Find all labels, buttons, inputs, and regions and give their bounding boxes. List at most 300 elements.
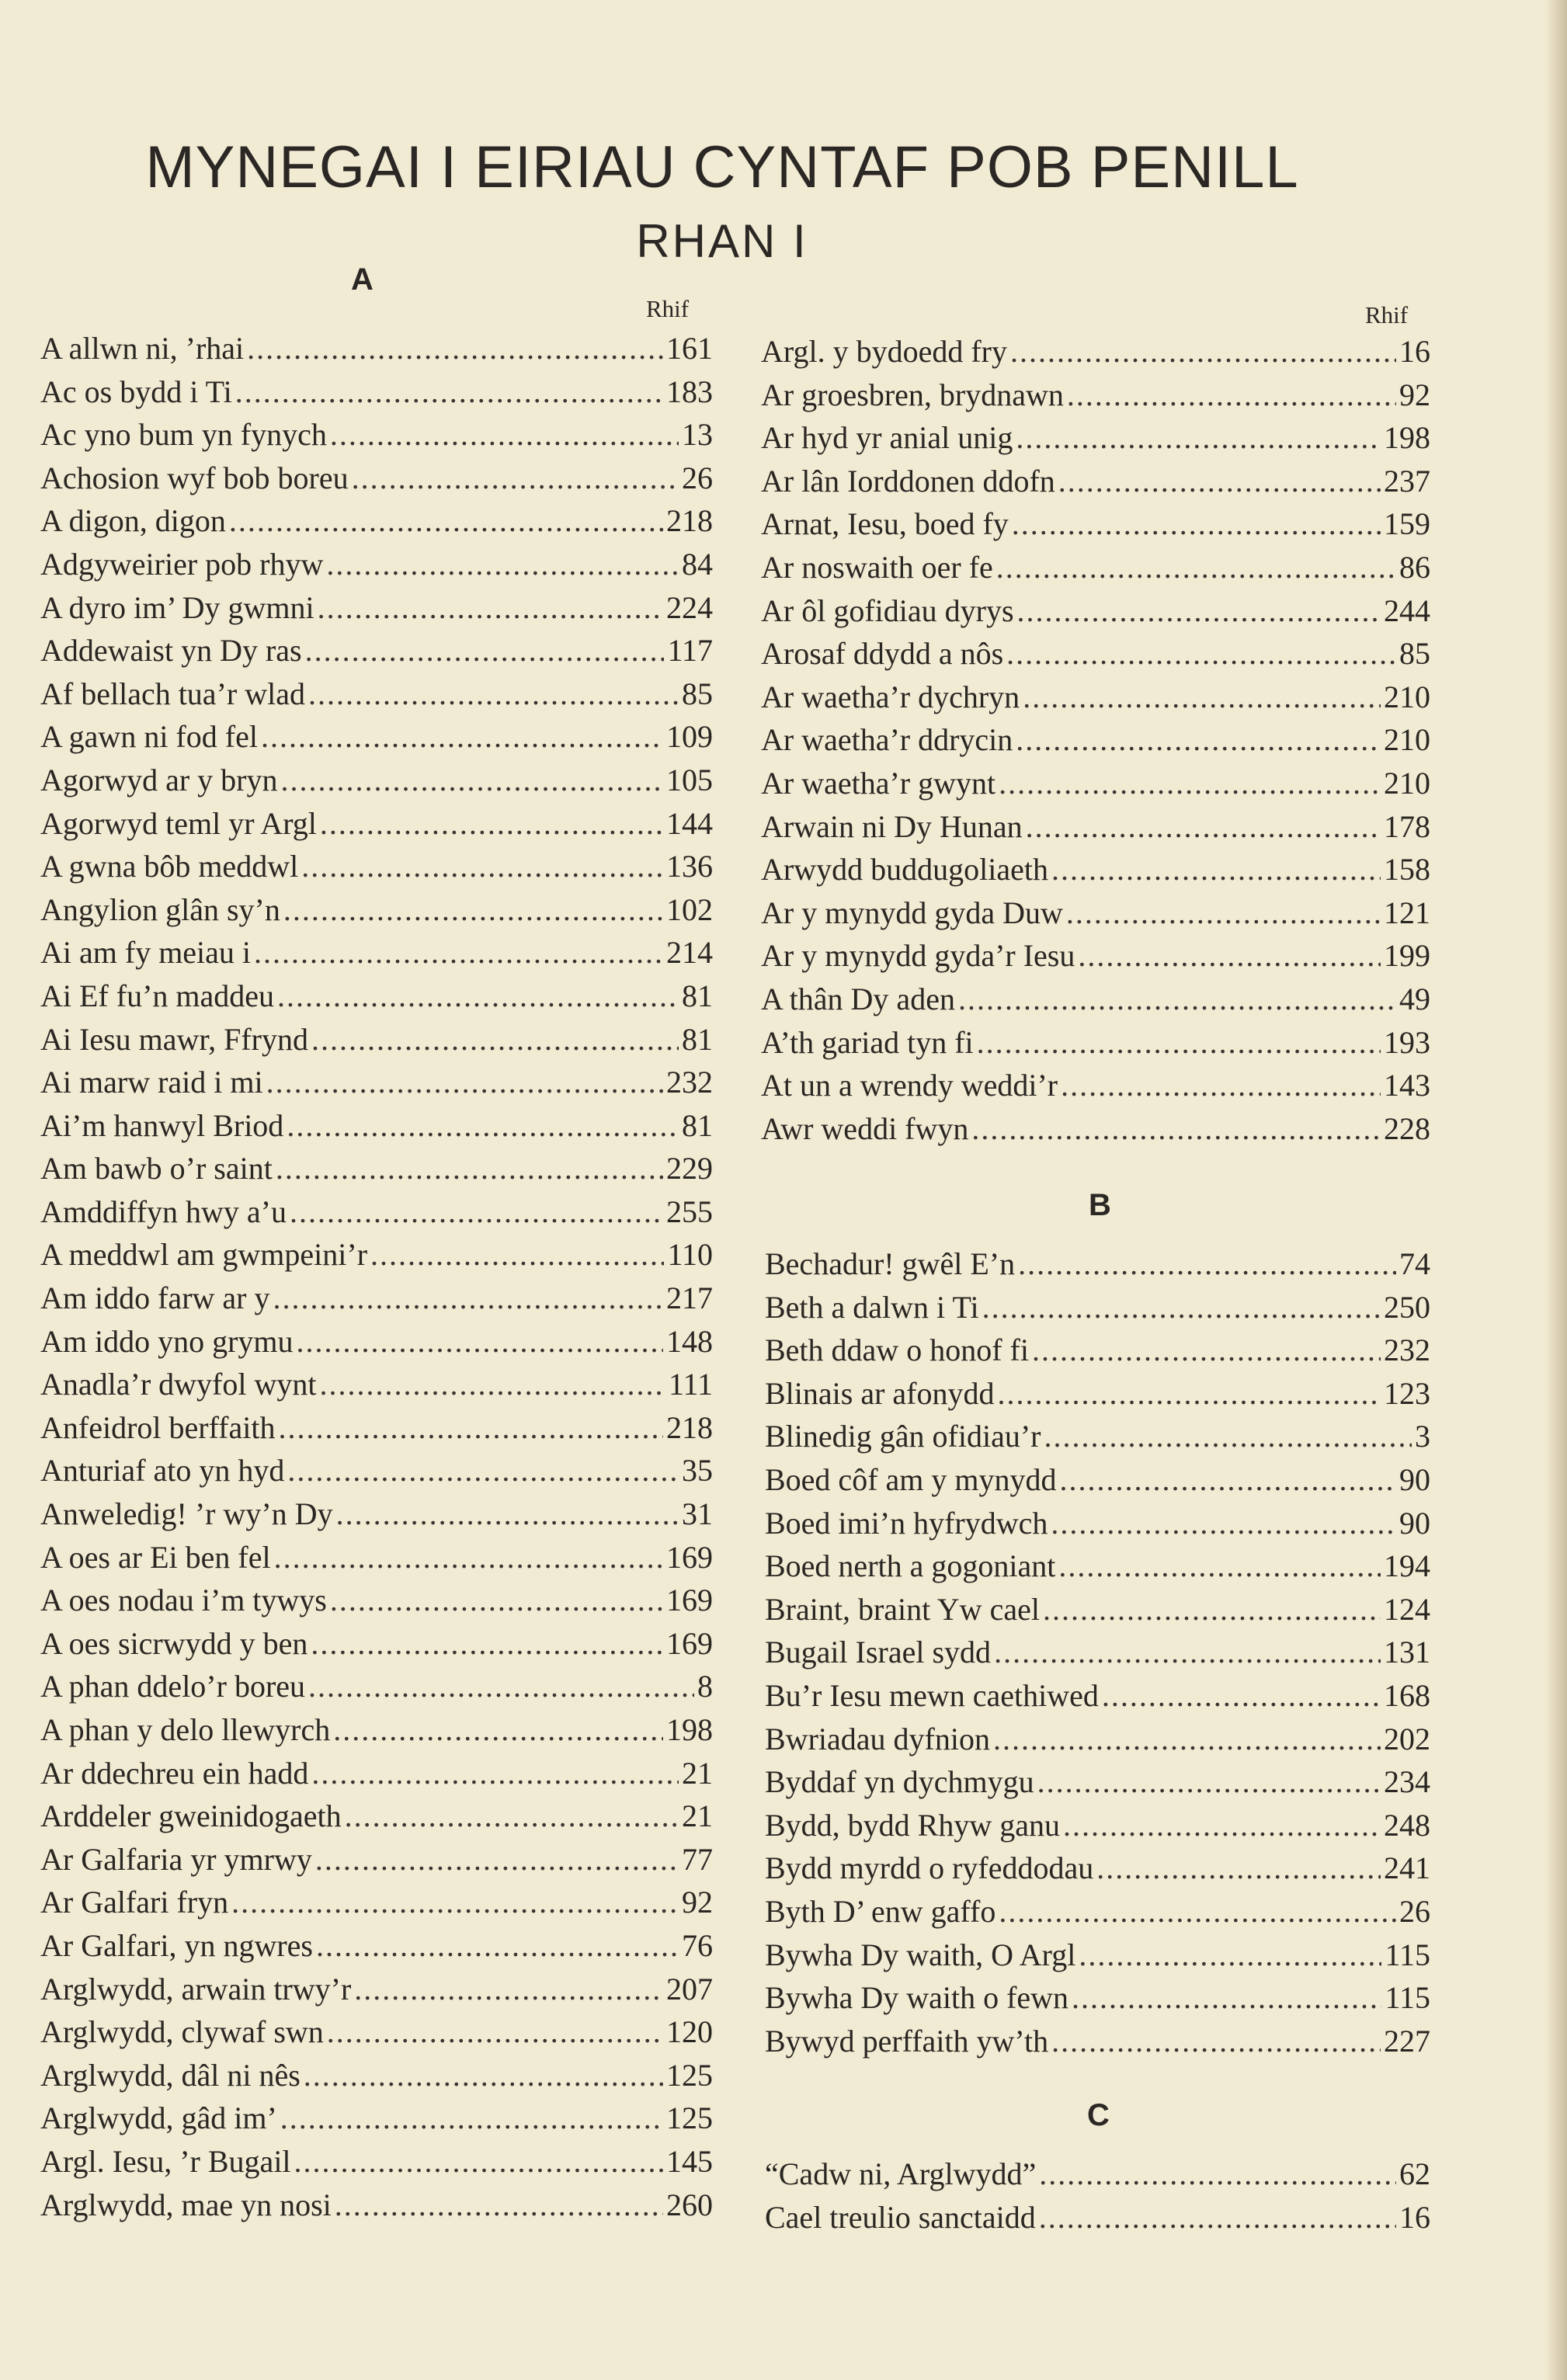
index-entry xyxy=(40,632,713,676)
index-entry xyxy=(40,978,713,1021)
index-entry xyxy=(40,589,713,633)
index-entry xyxy=(761,1067,1430,1110)
entry-first-line: Boed nerth a gogoniant xyxy=(765,1548,1056,1584)
entry-first-line: A phan y delo llewyrch xyxy=(40,1712,331,1747)
entry-first-line: Bywha Dy waith, O Argl xyxy=(765,1937,1076,1972)
dot-leader xyxy=(1043,1591,1381,1628)
entry-hymn-number: 124 xyxy=(1384,1591,1430,1627)
index-entry xyxy=(40,1280,713,1323)
dot-leader xyxy=(305,632,665,669)
entry-first-line: Bu’r Iesu mewn caethiwed xyxy=(765,1677,1099,1713)
right-index-list-b xyxy=(765,1246,1430,2066)
index-entry xyxy=(40,1409,713,1453)
dot-leader xyxy=(1051,851,1381,888)
entry-first-line: Blinedig gân ofidiau’r xyxy=(765,1419,1041,1454)
entry-first-line: Ar noswaith oer fe xyxy=(761,549,993,585)
entry-hymn-number: 234 xyxy=(1384,1764,1430,1800)
dot-leader xyxy=(247,330,663,367)
dot-leader xyxy=(1067,377,1396,413)
entry-hymn-number: 117 xyxy=(667,633,713,669)
entry-hymn-number: 16 xyxy=(1399,2199,1430,2235)
dot-leader xyxy=(958,981,1396,1017)
entry-first-line: Ar waetha’r ddrycin xyxy=(761,722,1013,758)
index-entry xyxy=(761,1110,1430,1154)
dot-leader xyxy=(345,1798,679,1834)
entry-hymn-number: 8 xyxy=(697,1669,713,1704)
dot-leader xyxy=(276,1150,663,1187)
entry-hymn-number: 198 xyxy=(666,1712,713,1747)
dot-leader xyxy=(1017,592,1381,629)
entry-hymn-number: 214 xyxy=(666,935,713,971)
entry-hymn-number: 31 xyxy=(682,1496,713,1532)
index-entry xyxy=(40,1625,713,1669)
entry-first-line: Bywha Dy waith o fewn xyxy=(765,1980,1069,2016)
entry-hymn-number: 250 xyxy=(1384,1289,1430,1325)
entry-first-line: Ac yno bum yn fynych xyxy=(40,417,327,453)
index-entry xyxy=(761,635,1430,679)
entry-first-line: Arglwydd, mae yn nosi xyxy=(40,2187,332,2222)
entry-hymn-number: 21 xyxy=(682,1798,713,1834)
entry-hymn-number: 85 xyxy=(682,676,713,711)
dot-leader xyxy=(231,1884,679,1920)
index-entry xyxy=(40,1711,713,1755)
index-entry xyxy=(40,1150,713,1193)
entry-hymn-number: 102 xyxy=(666,891,713,927)
entry-first-line: A digon, digon xyxy=(40,503,226,539)
entry-first-line: Byddaf yn dychmygu xyxy=(765,1764,1034,1800)
entry-first-line: Am iddo yno grymu xyxy=(40,1323,294,1359)
index-entry xyxy=(761,1024,1430,1068)
entry-hymn-number: 125 xyxy=(666,2057,713,2093)
index-entry xyxy=(765,1289,1430,1332)
entry-first-line: Anweledig! ’r wy’n Dy xyxy=(40,1496,333,1532)
entry-hymn-number: 131 xyxy=(1384,1635,1430,1670)
index-entry xyxy=(40,2013,713,2057)
dot-leader xyxy=(1037,1763,1381,1800)
left-column-header: Rhif xyxy=(646,295,690,322)
entry-hymn-number: 136 xyxy=(666,849,713,884)
index-entry xyxy=(765,1548,1430,1591)
entry-first-line: “Cadw ni, Arglwydd” xyxy=(765,2156,1037,2191)
index-entry xyxy=(40,330,713,374)
index-entry xyxy=(40,1668,713,1711)
entry-hymn-number: 76 xyxy=(682,1927,713,1963)
index-entry xyxy=(761,333,1430,377)
dot-leader xyxy=(316,1927,679,1964)
page-title: MYNEGAI I EIRIAU CYNTAF POB PENILL xyxy=(145,134,1299,200)
entry-hymn-number: 120 xyxy=(666,2014,713,2050)
dot-leader xyxy=(1032,1332,1381,1368)
index-entry xyxy=(40,1884,713,1927)
entry-first-line: Arwain ni Dy Hunan xyxy=(761,808,1023,844)
entry-first-line: Ar y mynydd gyda Duw xyxy=(761,895,1063,930)
entry-hymn-number: 227 xyxy=(1384,2023,1430,2059)
index-entry xyxy=(40,460,713,503)
entry-first-line: A oes ar Ei ben fel xyxy=(40,1539,271,1575)
entry-hymn-number: 169 xyxy=(666,1539,713,1575)
entry-first-line: Ar ddechreu ein hadd xyxy=(40,1755,309,1791)
index-entry xyxy=(40,848,713,891)
index-entry xyxy=(765,1763,1430,1807)
entry-first-line: Ar waetha’r dychryn xyxy=(761,679,1020,714)
entry-first-line: Ai Iesu mawr, Ffrynd xyxy=(40,1021,308,1057)
dot-leader xyxy=(1061,1067,1381,1103)
page-subtitle: RHAN I xyxy=(636,215,808,267)
right-column-header: Rhif xyxy=(1365,301,1409,328)
index-entry xyxy=(761,808,1430,852)
dot-leader xyxy=(1066,895,1381,931)
dot-leader xyxy=(977,1024,1381,1061)
index-entry xyxy=(765,1375,1430,1419)
dot-leader xyxy=(235,374,663,410)
entry-hymn-number: 90 xyxy=(1399,1505,1430,1541)
index-entry xyxy=(761,506,1430,549)
index-entry xyxy=(40,2187,713,2230)
dot-leader xyxy=(999,1893,1396,1930)
index-entry xyxy=(765,1850,1430,1893)
index-entry xyxy=(765,1721,1430,1764)
index-entry xyxy=(40,416,713,460)
index-entry xyxy=(40,762,713,805)
dot-leader xyxy=(998,1375,1381,1412)
entry-hymn-number: 16 xyxy=(1399,334,1430,369)
entry-first-line: A thân Dy aden xyxy=(761,981,955,1016)
index-entry xyxy=(40,1236,713,1280)
entry-first-line: A phan ddelo’r boreu xyxy=(40,1669,306,1704)
dot-leader xyxy=(1012,506,1381,542)
entry-first-line: A oes nodau i’m tywys xyxy=(40,1583,327,1618)
dot-leader xyxy=(280,2100,663,2136)
index-entry xyxy=(765,1505,1430,1548)
entry-first-line: Anfeidrol berffaith xyxy=(40,1409,276,1445)
entry-hymn-number: 26 xyxy=(1399,1893,1430,1929)
entry-first-line: Ar lân Iorddonen ddofn xyxy=(761,463,1055,499)
index-entry xyxy=(761,463,1430,506)
dot-leader xyxy=(1039,2199,1396,2236)
entry-first-line: Argl. y bydoedd fry xyxy=(761,334,1007,369)
entry-first-line: Ar Galfaria yr ymrwy xyxy=(40,1841,312,1877)
dot-leader xyxy=(308,676,679,712)
entry-first-line: Ar y mynydd gyda’r Iesu xyxy=(761,938,1075,974)
dot-leader xyxy=(1058,463,1381,499)
index-entry xyxy=(765,1937,1430,1980)
section-letter-c: C xyxy=(1087,2098,1110,2132)
dot-leader xyxy=(273,1280,663,1316)
entry-first-line: Ar groesbren, brydnawn xyxy=(761,377,1064,412)
dot-leader xyxy=(1044,1418,1412,1454)
entry-hymn-number: 218 xyxy=(666,503,713,539)
dot-leader xyxy=(1026,808,1381,845)
entry-hymn-number: 85 xyxy=(1399,636,1430,672)
entry-hymn-number: 35 xyxy=(682,1453,713,1489)
dot-leader xyxy=(254,934,663,971)
index-entry xyxy=(765,2156,1430,2199)
entry-first-line: Boed imi’n hyfrydwch xyxy=(765,1505,1048,1541)
dot-leader xyxy=(287,1452,679,1489)
entry-hymn-number: 210 xyxy=(1384,765,1430,801)
entry-hymn-number: 255 xyxy=(666,1193,713,1229)
entry-first-line: A oes sicrwydd y ben xyxy=(40,1625,308,1661)
index-entry xyxy=(761,981,1430,1024)
entry-first-line: Arnat, Iesu, boed fy xyxy=(761,506,1009,542)
entry-hymn-number: 168 xyxy=(1384,1677,1430,1713)
entry-hymn-number: 90 xyxy=(1399,1461,1430,1497)
dot-leader xyxy=(1006,635,1396,672)
dot-leader xyxy=(330,416,679,453)
dot-leader xyxy=(261,718,663,755)
dot-leader xyxy=(370,1236,664,1273)
dot-leader xyxy=(229,502,663,539)
index-entry xyxy=(40,1539,713,1583)
entry-first-line: Beth ddaw o honof fi xyxy=(765,1332,1029,1368)
entry-hymn-number: 111 xyxy=(668,1367,713,1402)
entry-first-line: Arwydd buddugoliaeth xyxy=(761,852,1048,888)
entry-first-line: Ai marw raid i mi xyxy=(40,1065,263,1100)
dot-leader xyxy=(311,1755,679,1791)
entry-first-line: A meddwl am gwmpeini’r xyxy=(40,1237,368,1273)
index-entry xyxy=(761,765,1430,808)
entry-first-line: A gwna bôb meddwl xyxy=(40,849,299,884)
dot-leader xyxy=(1058,1548,1381,1584)
entry-hymn-number: 244 xyxy=(1384,592,1430,628)
index-entry xyxy=(765,1893,1430,1937)
dot-leader xyxy=(281,762,664,798)
index-entry xyxy=(40,934,713,978)
index-entry xyxy=(40,891,713,935)
dot-leader xyxy=(311,1021,679,1058)
entry-first-line: Bugail Israel sydd xyxy=(765,1635,992,1670)
dot-leader xyxy=(1051,2023,1381,2059)
entry-first-line: Ar Galfari fryn xyxy=(40,1885,229,1920)
entry-first-line: Beth a dalwn i Ti xyxy=(765,1289,979,1325)
dot-leader xyxy=(294,2143,663,2180)
index-entry xyxy=(761,592,1430,636)
dot-leader xyxy=(996,549,1396,585)
index-entry xyxy=(765,2023,1430,2066)
entry-hymn-number: 169 xyxy=(666,1625,713,1661)
index-entry xyxy=(40,502,713,546)
entry-first-line: Arddeler gweinidogaeth xyxy=(40,1798,342,1834)
index-entry xyxy=(40,374,713,417)
dot-leader xyxy=(287,1107,679,1144)
entry-first-line: Arglwydd, dâl ni nês xyxy=(40,2057,301,2093)
dot-leader xyxy=(1063,1807,1381,1843)
dot-leader xyxy=(297,1323,663,1360)
index-entry xyxy=(40,1841,713,1885)
entry-first-line: Ai’m hanwyl Briod xyxy=(40,1107,284,1143)
dot-leader xyxy=(304,2057,663,2093)
entry-hymn-number: 198 xyxy=(1384,420,1430,456)
index-entry xyxy=(765,1418,1430,1461)
entry-hymn-number: 84 xyxy=(682,546,713,582)
dot-leader xyxy=(354,1971,663,2007)
entry-hymn-number: 92 xyxy=(1399,377,1430,412)
entry-first-line: A gawn ni fod fel xyxy=(40,719,258,755)
index-entry xyxy=(40,1064,713,1107)
entry-hymn-number: 115 xyxy=(1385,1980,1430,2016)
entry-first-line: Arglwydd, gâd im’ xyxy=(40,2100,277,2136)
entry-first-line: Ac os bydd i Ti xyxy=(40,374,232,409)
index-entry xyxy=(40,718,713,762)
entry-hymn-number: 193 xyxy=(1384,1024,1430,1060)
index-entry xyxy=(40,1971,713,2014)
entry-hymn-number: 105 xyxy=(666,762,713,797)
entry-first-line: Byth D’ enw gaffo xyxy=(765,1893,996,1929)
dot-leader xyxy=(336,1496,679,1532)
entry-hymn-number: 143 xyxy=(1384,1068,1430,1103)
entry-hymn-number: 145 xyxy=(666,2143,713,2179)
index-entry xyxy=(761,549,1430,592)
entry-hymn-number: 26 xyxy=(682,460,713,495)
left-index-list xyxy=(40,330,713,2229)
section-letter-a: A xyxy=(351,262,374,297)
section-letter-b: B xyxy=(1089,1188,1111,1222)
entry-first-line: Awr weddi fwyn xyxy=(761,1110,969,1146)
entry-hymn-number: 125 xyxy=(666,2100,713,2136)
entry-hymn-number: 178 xyxy=(1384,808,1430,844)
entry-hymn-number: 148 xyxy=(666,1323,713,1359)
entry-hymn-number: 210 xyxy=(1384,679,1430,714)
dot-leader xyxy=(1016,721,1381,758)
entry-hymn-number: 144 xyxy=(666,805,713,841)
entry-hymn-number: 228 xyxy=(1384,1110,1430,1146)
entry-hymn-number: 210 xyxy=(1384,722,1430,758)
dot-leader xyxy=(1010,333,1396,370)
entry-hymn-number: 183 xyxy=(666,374,713,409)
index-entry xyxy=(765,1246,1430,1289)
index-entry xyxy=(761,937,1430,981)
entry-hymn-number: 81 xyxy=(682,1021,713,1057)
index-entry xyxy=(40,546,713,589)
entry-hymn-number: 207 xyxy=(666,1971,713,2006)
dot-leader xyxy=(308,1668,694,1704)
entry-hymn-number: 123 xyxy=(1384,1375,1430,1411)
entry-first-line: Arglwydd, arwain trwy’r xyxy=(40,1971,352,2006)
entry-first-line: Ar hyd yr anial unig xyxy=(761,420,1013,456)
entry-first-line: Blinais ar afonydd xyxy=(765,1375,995,1411)
index-entry xyxy=(761,377,1430,420)
entry-first-line: Anturiaf ato yn hyd xyxy=(40,1453,285,1489)
entry-hymn-number: 232 xyxy=(666,1065,713,1100)
dot-leader xyxy=(1016,419,1381,456)
entry-first-line: Addewaist yn Dy ras xyxy=(40,633,302,669)
dot-leader xyxy=(266,1064,663,1100)
entry-first-line: Bwriadau dyfnion xyxy=(765,1721,990,1756)
entry-first-line: Ar waetha’r gwynt xyxy=(761,765,996,801)
index-entry xyxy=(761,419,1430,463)
entry-first-line: Bydd myrdd o ryfeddodau xyxy=(765,1850,1094,1886)
entry-first-line: Ar Galfari, yn ngwres xyxy=(40,1927,313,1963)
index-entry xyxy=(40,1496,713,1539)
entry-first-line: Agorwyd teml yr Argl xyxy=(40,805,317,841)
entry-hymn-number: 13 xyxy=(682,417,713,453)
entry-first-line: Arglwydd, clywaf swn xyxy=(40,2014,324,2050)
dot-leader xyxy=(1079,1937,1381,1973)
dot-leader xyxy=(993,1721,1381,1757)
entry-hymn-number: 86 xyxy=(1399,549,1430,585)
entry-hymn-number: 229 xyxy=(666,1151,713,1187)
entry-hymn-number: 21 xyxy=(682,1755,713,1791)
index-entry xyxy=(40,1582,713,1625)
dot-leader xyxy=(1072,1979,1381,2016)
dot-leader xyxy=(352,460,679,496)
entry-hymn-number: 232 xyxy=(1384,1332,1430,1368)
entry-hymn-number: 194 xyxy=(1384,1548,1430,1584)
dot-leader xyxy=(319,1366,665,1402)
index-entry xyxy=(765,1677,1430,1721)
entry-hymn-number: 241 xyxy=(1384,1850,1430,1886)
entry-hymn-number: 121 xyxy=(1384,895,1430,930)
entry-first-line: Braint, braint Yw cael xyxy=(765,1591,1040,1627)
dot-leader xyxy=(290,1193,663,1230)
dot-leader xyxy=(1102,1677,1381,1714)
dot-leader xyxy=(283,891,663,928)
entry-first-line: At un a wrendy weddi’r xyxy=(761,1068,1058,1103)
index-entry xyxy=(761,895,1430,938)
index-entry xyxy=(765,1979,1430,2023)
entry-first-line: Boed côf am y mynydd xyxy=(765,1461,1057,1497)
index-entry xyxy=(765,1461,1430,1505)
index-entry xyxy=(765,1634,1430,1677)
entry-first-line: Am bawb o’r saint xyxy=(40,1151,273,1187)
entry-first-line: Anadla’r dwyfol wynt xyxy=(40,1367,317,1402)
index-entry xyxy=(40,2057,713,2100)
dot-leader xyxy=(971,1110,1381,1147)
entry-first-line: Amddiffyn hwy a’u xyxy=(40,1193,287,1229)
entry-first-line: Adgyweirier pob rhyw xyxy=(40,546,324,582)
entry-hymn-number: 3 xyxy=(1415,1419,1430,1454)
entry-hymn-number: 260 xyxy=(666,2187,713,2222)
dot-leader xyxy=(301,848,663,884)
page-edge xyxy=(1547,0,1567,2380)
index-entry xyxy=(40,2100,713,2143)
entry-hymn-number: 202 xyxy=(1384,1721,1430,1756)
entry-hymn-number: 218 xyxy=(666,1409,713,1445)
entry-hymn-number: 92 xyxy=(682,1885,713,1920)
dot-leader xyxy=(1051,1505,1396,1541)
entry-hymn-number: 161 xyxy=(666,331,713,366)
entry-first-line: Achosion wyf bob boreu xyxy=(40,460,349,495)
index-entry xyxy=(40,1366,713,1409)
index-entry xyxy=(40,676,713,719)
index-entry xyxy=(761,721,1430,765)
dot-leader xyxy=(330,1582,663,1618)
entry-first-line: A allwn ni, ’rhai xyxy=(40,331,245,366)
dot-leader xyxy=(277,978,679,1014)
entry-first-line: Angylion glân sy’n xyxy=(40,891,280,927)
dot-leader xyxy=(1018,1246,1396,1282)
index-entry xyxy=(40,1193,713,1237)
dot-leader xyxy=(335,2187,663,2223)
dot-leader xyxy=(278,1409,663,1446)
index-entry xyxy=(40,1323,713,1367)
dot-leader xyxy=(315,1841,679,1878)
dot-leader xyxy=(1023,679,1381,715)
entry-hymn-number: 81 xyxy=(682,1107,713,1143)
entry-first-line: Af bellach tua’r wlad xyxy=(40,676,305,711)
index-entry xyxy=(40,1755,713,1798)
dot-leader xyxy=(1078,937,1381,974)
entry-hymn-number: 110 xyxy=(667,1237,713,1273)
entry-first-line: Ar ôl gofidiau dyrys xyxy=(761,592,1014,628)
entry-hymn-number: 81 xyxy=(682,978,713,1013)
index-entry xyxy=(765,1807,1430,1850)
dot-leader xyxy=(318,589,663,626)
entry-first-line: Arosaf ddydd a nôs xyxy=(761,636,1004,672)
entry-hymn-number: 74 xyxy=(1399,1246,1430,1281)
index-entry xyxy=(40,1452,713,1496)
entry-first-line: A’th gariad tyn fi xyxy=(761,1024,974,1060)
